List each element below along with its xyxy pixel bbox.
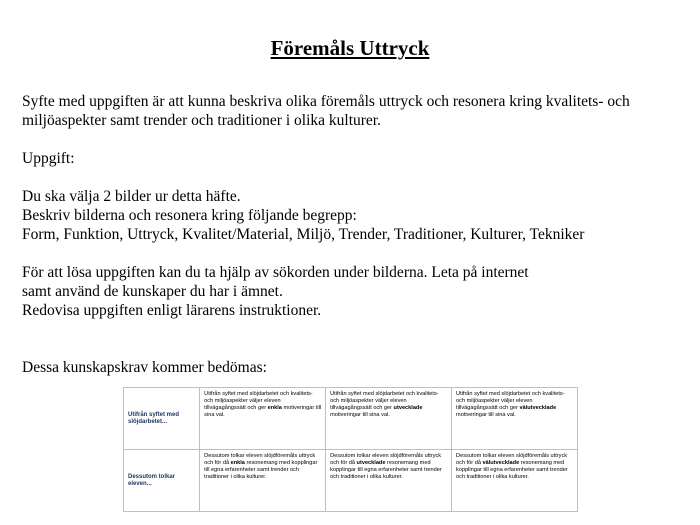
page-title: Föremåls Uttryck bbox=[270, 36, 430, 60]
criteria-cell: Dessutom tolkar eleven slöjdföremåls uttryck och för då välutvecklade resonemang med kopplingar till egna erfarenheter samt trender och traditioner i olika kulturer. bbox=[452, 450, 578, 512]
help-line-2: samt använd de kunskaper du har i ämnet. bbox=[22, 283, 283, 300]
criteria-cell: Utifrån syftet med slöjdarbetet och kvalitets- och miljöaspekter väljer eleven tillvägagångssätt och ger enkla motiveringar till sina val. bbox=[200, 388, 326, 450]
task-heading: Uppgift: bbox=[22, 150, 75, 167]
task-line-1: Du ska välja 2 bilder ur detta häfte. bbox=[22, 188, 241, 205]
assignment-text bbox=[22, 92, 692, 377]
help-line-3: Redovisa uppgiften enligt lärarens instruktioner. bbox=[22, 302, 322, 319]
criteria-table bbox=[123, 387, 578, 512]
criteria-cell: Utifrån syftet med slöjdarbetet och kvalitets- och miljöaspekter väljer eleven tillvägagångssätt och ger utvecklade motiveringar till sina val. bbox=[326, 388, 452, 450]
row-header: Dessutom tolkar eleven... bbox=[124, 450, 200, 512]
task-line-2: Beskriv bilderna och resonera kring följande begrepp: bbox=[22, 207, 357, 224]
task-line-3: Form, Funktion, Uttryck, Kvalitet/Material, Miljö, Trender, Traditioner, Kulturer, Tekniker bbox=[22, 226, 585, 243]
criteria-intro: Dessa kunskapskrav kommer bedömas: bbox=[22, 359, 267, 376]
purpose-line-2: miljöaspekter samt trender och traditioner i olika kulturer. bbox=[22, 112, 381, 129]
table-row bbox=[124, 388, 578, 450]
criteria-cell: Dessutom tolkar eleven slöjdföremåls uttryck och för då utvecklade resonemang med kopplingar till egna erfarenheter samt trender och traditioner i olika kulturer. bbox=[326, 450, 452, 512]
purpose-line-1: Syfte med uppgiften är att kunna beskriva olika föremåls uttryck och resonera kring kvalitets- och bbox=[22, 93, 630, 110]
help-line-1: För att lösa uppgiften kan du ta hjälp av sökorden under bilderna. Leta på internet bbox=[22, 264, 529, 281]
table-row bbox=[124, 450, 578, 512]
criteria-cell: Utifrån syftet med slöjdarbetet och kvalitets- och miljöaspekter väljer eleven tillvägagångssätt och ger välutvecklade motiveringar till sina val. bbox=[452, 388, 578, 450]
criteria-cell: Dessutom tolkar eleven slöjdföremåls uttryck och för då enkla resonemang med kopplingar till egna erfarenheter samt trender och traditioner i olika kulturer. bbox=[200, 450, 326, 512]
row-header: Utifrån syftet med slöjdarbetet... bbox=[124, 388, 200, 450]
